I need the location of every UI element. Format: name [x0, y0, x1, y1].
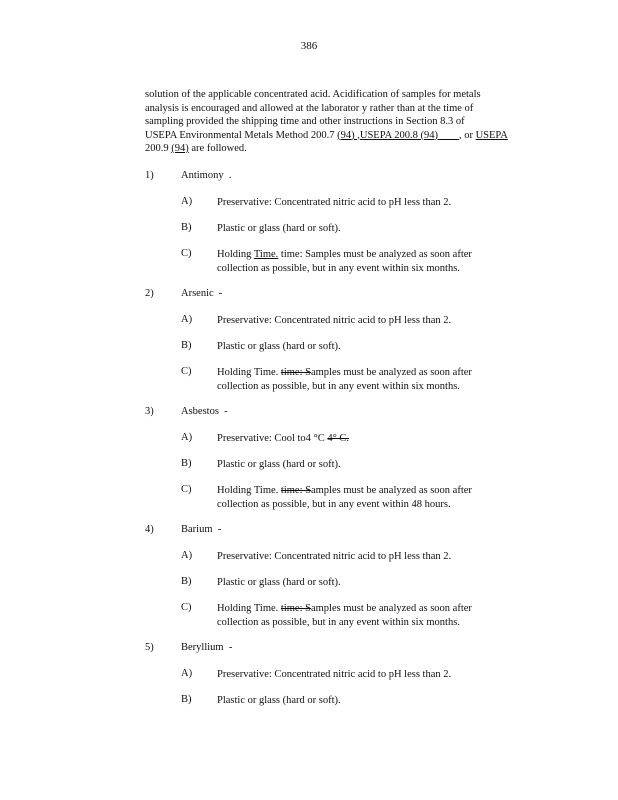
item-name [181, 288, 222, 299]
intro-blank: ____ [437, 129, 459, 141]
intro-line: sampling provided the shipping time and other instructions in Section 8.3 of [145, 116, 465, 127]
item-number: 5) [145, 642, 154, 653]
intro-text: 200.9 [145, 143, 172, 154]
item-mark: . [228, 170, 232, 181]
item-mark: - [224, 406, 228, 417]
sub-letter: A) [181, 196, 193, 207]
preservative-text: Preservative: Concentrated nitric acid to pH less than 2. [217, 669, 452, 680]
sub-letter: B) [181, 222, 192, 233]
intro-underlined: (94) , [337, 129, 360, 141]
container-text: Plastic or glass (hard or soft). [217, 341, 341, 352]
item-number: 4) [145, 524, 154, 535]
container-text: Plastic or glass (hard or soft). [217, 223, 341, 234]
page-number: 386 [300, 40, 318, 52]
sub-letter: C) [181, 248, 192, 259]
intro-underlined: USEPA 200.8 (94) [359, 129, 438, 141]
preservative-prefix: Preservative: Cool to4 °C [217, 433, 328, 444]
holding-time-text [217, 602, 517, 630]
sub-letter: A) [181, 550, 193, 561]
holding-rest: amples must be analyzed as soon after [310, 485, 472, 496]
holding-time-text [217, 248, 517, 276]
holding-line2: collection as possible, but in any event within six months. [217, 263, 460, 274]
holding-prefix: Holding Time. [217, 367, 281, 378]
item-mark: - [228, 642, 233, 653]
intro-line [145, 129, 545, 143]
item-number: 1) [145, 170, 154, 181]
item-mark: - [218, 288, 223, 299]
intro-paragraph [145, 88, 545, 156]
holding-deleted: time: [278, 249, 303, 260]
holding-deleted: time: S [280, 367, 311, 378]
holding-rest: Samples must be analyzed as soon after [302, 249, 472, 260]
item-name [181, 524, 221, 535]
item-name-text: Asbestos [181, 406, 219, 417]
intro-text: are followed. [188, 143, 247, 154]
sub-letter: A) [181, 668, 193, 679]
item-number: 3) [145, 406, 154, 417]
item-name-text: Antimony [181, 170, 224, 181]
item-mark: - [217, 524, 222, 535]
holding-prefix: Holding [217, 249, 254, 260]
intro-line [145, 142, 545, 156]
sub-letter: A) [181, 314, 193, 325]
holding-time-text [217, 484, 517, 512]
holding-time-text [217, 366, 517, 394]
sub-letter: A) [181, 432, 193, 443]
item-number: 2) [145, 288, 154, 299]
item-name-text: Beryllium [181, 642, 224, 653]
intro-text: , or [458, 129, 476, 141]
preservative-text: Preservative: Concentrated nitric acid to pH less than 2. [217, 551, 452, 562]
container-text: Plastic or glass (hard or soft). [217, 577, 341, 588]
container-text: Plastic or glass (hard or soft). [217, 459, 341, 470]
holding-deleted: time: S [280, 603, 311, 614]
sub-letter: B) [181, 576, 192, 587]
sub-letter: B) [181, 458, 192, 469]
item-name [181, 170, 231, 181]
intro-underlined: USEPA [475, 129, 508, 141]
holding-prefix: Holding Time. [217, 603, 281, 614]
holding-line2: collection as possible, but in any event within six months. [217, 381, 460, 392]
sub-letter: C) [181, 366, 192, 377]
preservative-deleted: 4° C. [327, 433, 350, 444]
holding-prefix: Holding Time. [217, 485, 281, 496]
item-name-text: Arsenic [181, 288, 214, 299]
sub-letter: C) [181, 484, 192, 495]
holding-rest: amples must be analyzed as soon after [310, 603, 472, 614]
intro-text: USEPA Environmental Metals Method 200.7 [145, 129, 338, 141]
item-name [181, 642, 232, 653]
intro-line: solution of the applicable concentrated acid. Acidification of samples for metals [145, 89, 481, 100]
sub-letter: C) [181, 602, 192, 613]
intro-line: analysis is encouraged and allowed at the laborator y rather than at the time of [145, 102, 474, 114]
preservative-text: Preservative: Concentrated nitric acid to pH less than 2. [217, 315, 452, 326]
holding-deleted: time: S [280, 485, 311, 496]
holding-line2: collection as possible, but in any event within six months. [217, 617, 460, 628]
holding-underlined: Time. [253, 249, 279, 260]
intro-underlined: (94) [171, 143, 189, 154]
sub-letter: B) [181, 694, 192, 705]
holding-rest: amples must be analyzed as soon after [310, 367, 472, 378]
item-name [181, 406, 228, 417]
holding-line2: collection as possible, but in any event within 48 hours. [217, 499, 451, 510]
sub-letter: B) [181, 340, 192, 351]
preservative-text: Preservative: Concentrated nitric acid to pH less than 2. [217, 197, 452, 208]
item-name-text: Barium [181, 524, 213, 535]
container-text: Plastic or glass (hard or soft). [217, 695, 341, 706]
preservative-text [217, 432, 517, 446]
